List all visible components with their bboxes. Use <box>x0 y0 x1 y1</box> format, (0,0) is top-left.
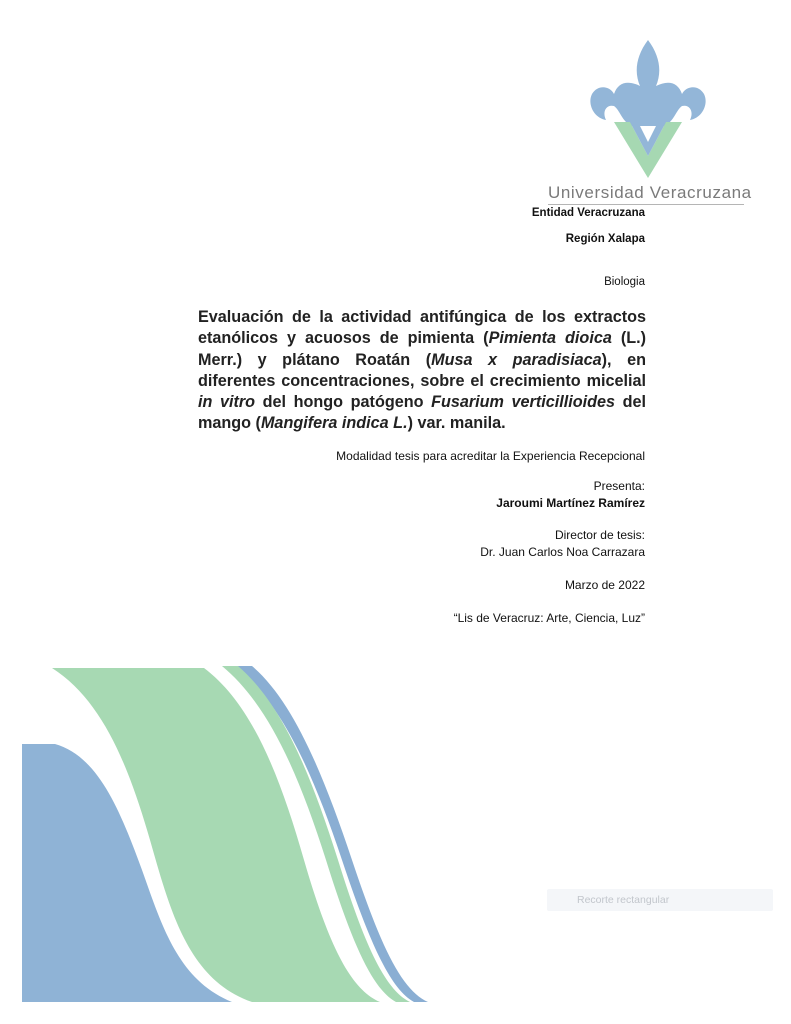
university-name: Universidad Veracruzana <box>548 183 752 202</box>
title-segment: ), en diferentes concentraciones, sobre el crecimiento micelial <box>198 350 646 390</box>
university-logo <box>588 38 708 178</box>
director-name: Dr. Juan Carlos Noa Carrazara <box>480 545 645 559</box>
university-underline <box>548 204 744 205</box>
director-label: Director de tesis: <box>554 528 645 542</box>
date-text: Marzo de 2022 <box>564 578 645 592</box>
title-segment: del hongo patógeno <box>255 393 432 412</box>
decorative-swoosh <box>0 660 791 1024</box>
presenter-name: Jaroumi Martínez Ramírez <box>496 496 645 510</box>
title-segment: Evaluación de la actividad antifúngica de los extractos etanólicos y acuosos de pimienta ( <box>198 308 646 348</box>
title-segment: del mango ( <box>198 393 646 433</box>
title-segment: (L.) Merr.) y plátano Roatán ( <box>198 329 646 369</box>
title-segment-italic: in vitro <box>198 393 256 412</box>
title-segment-italic: Musa x paradisiaca <box>431 350 602 369</box>
title-segment: ) var. manila. <box>407 414 506 433</box>
title-segment-italic: Fusarium verticillioides <box>431 393 616 412</box>
title-segment-italic: Mangifera indica L. <box>260 414 408 433</box>
fleur-de-lis-icon <box>590 40 705 178</box>
program-name: Biologia <box>604 276 645 288</box>
modality-text: Modalidad tesis para acreditar la Experiencia Recepcional <box>336 449 645 463</box>
motto-text: “Lis de Veracruz: Arte, Ciencia, Luz” <box>453 611 645 625</box>
presenter-label: Presenta: <box>593 479 645 493</box>
entity-name: Entidad Veracruzana <box>531 207 645 219</box>
recorte-rectangular-overlay[interactable]: Recorte rectangular <box>547 889 773 911</box>
thesis-title <box>198 307 646 435</box>
region-name: Región Xalapa <box>565 233 645 245</box>
title-segment-italic: Pimienta dioica <box>488 329 612 348</box>
